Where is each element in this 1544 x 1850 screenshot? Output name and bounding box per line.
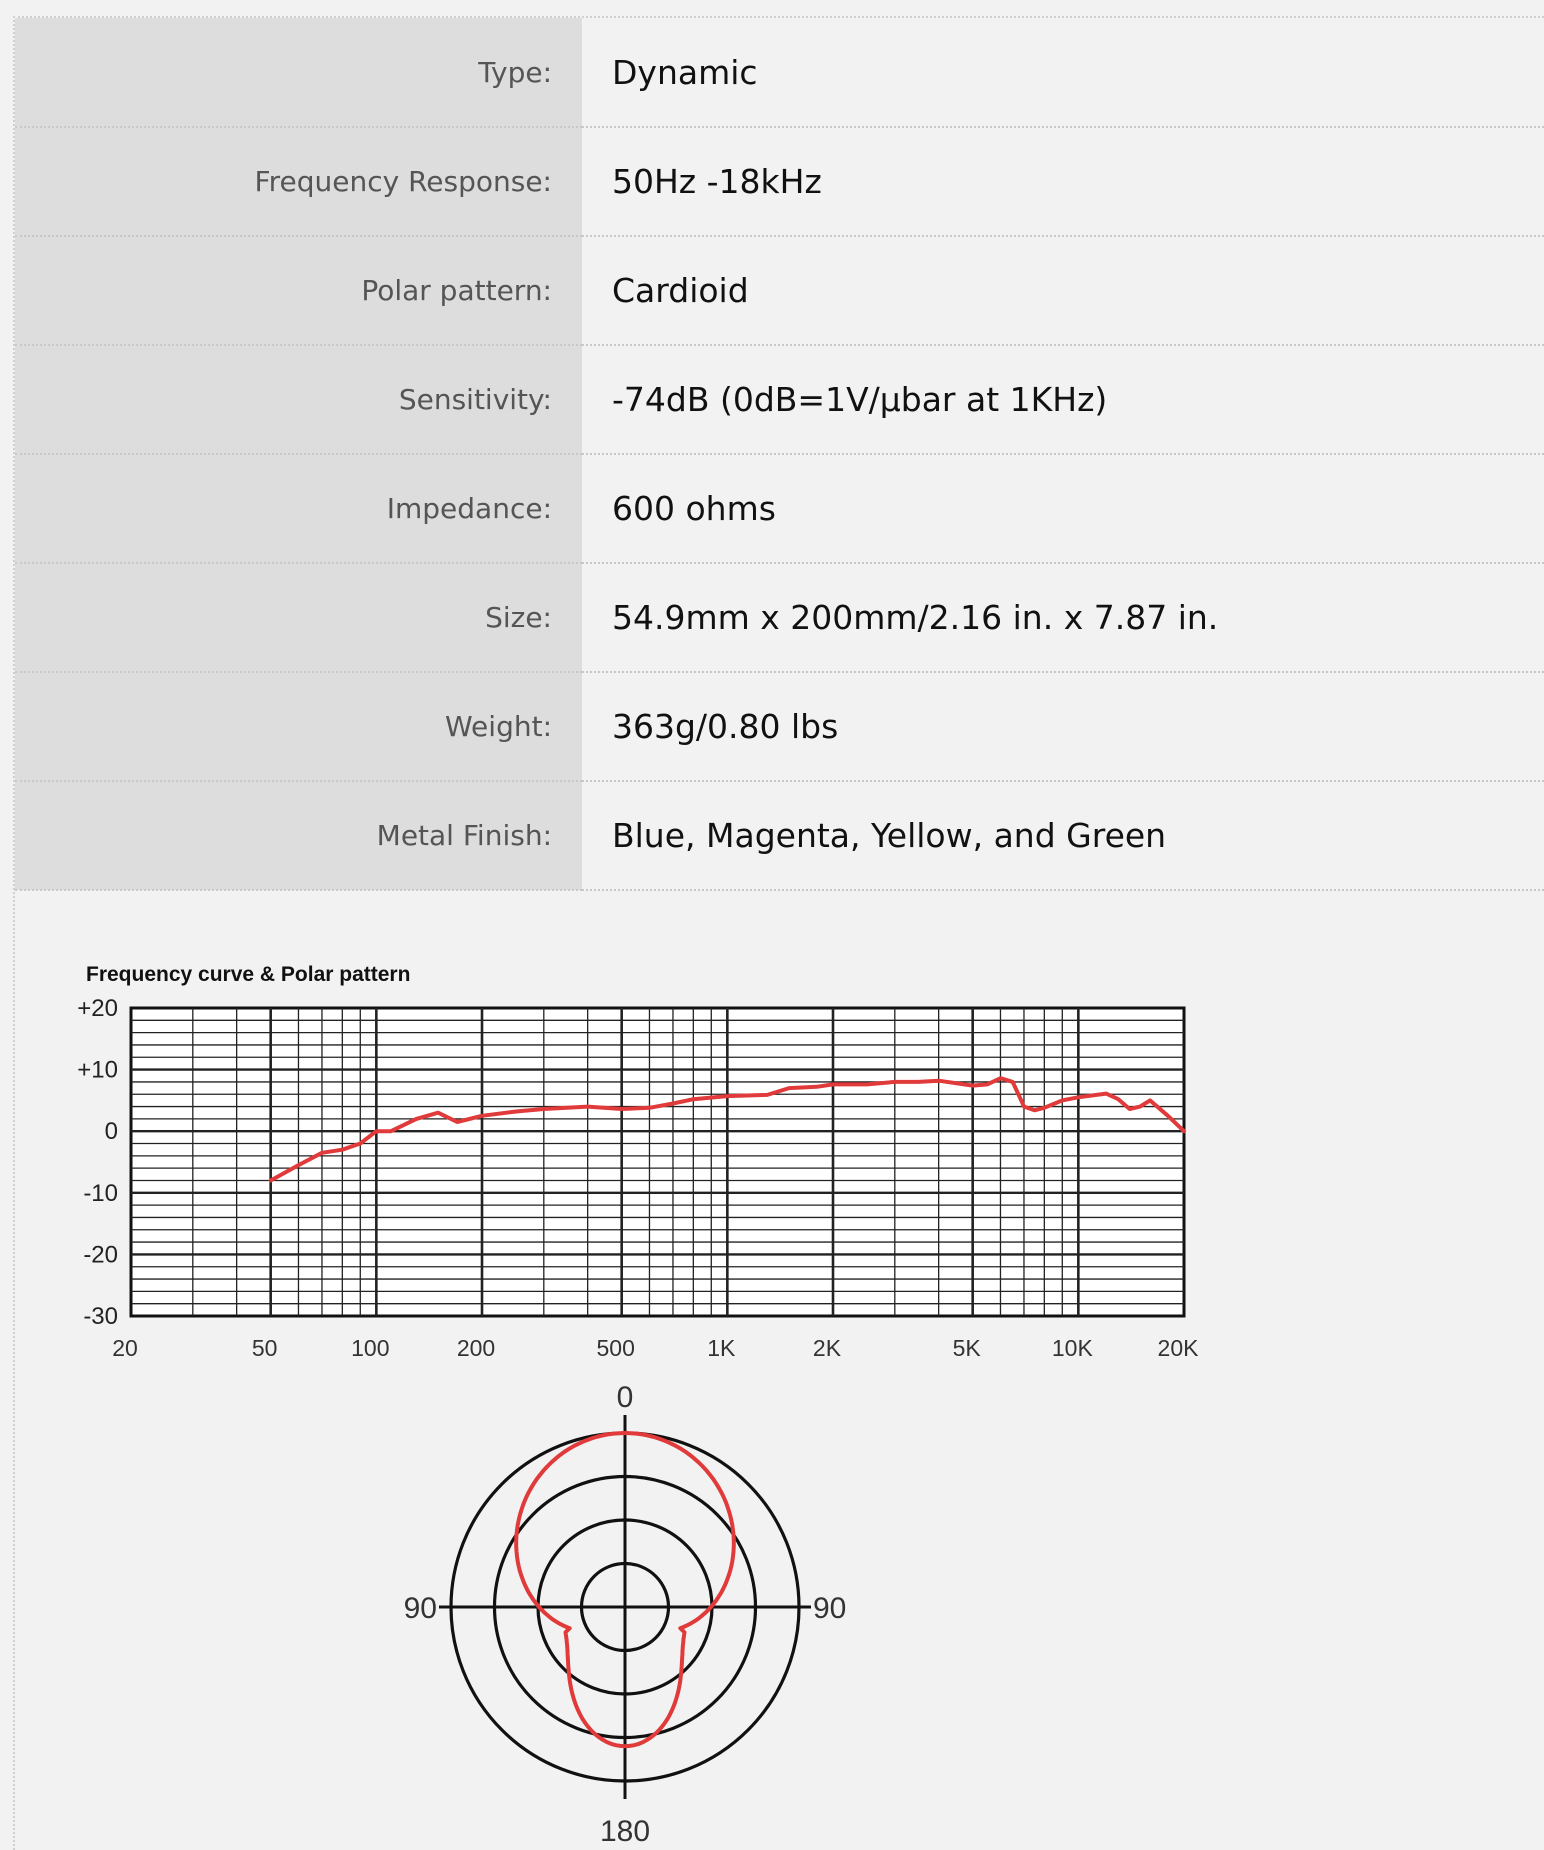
y-tick-label: 0	[104, 1118, 118, 1146]
x-tick-label: 20	[112, 1335, 138, 1361]
spec-value: -74dB (0dB=1V/μbar at 1KHz)	[582, 345, 1544, 454]
spec-label: Weight:	[15, 672, 582, 781]
x-tick-label: 5K	[952, 1335, 981, 1361]
y-tick-label: -10	[83, 1179, 118, 1207]
spec-value: 600 ohms	[582, 454, 1544, 563]
plot-frame	[131, 1008, 1184, 1316]
polar-angle-label: 90	[813, 1592, 847, 1625]
y-tick-label: +20	[77, 995, 118, 1022]
spec-label: Polar pattern:	[15, 236, 582, 345]
polar-angle-label: 180	[599, 1815, 651, 1848]
polar-angle-label: 0	[616, 1381, 634, 1414]
spec-label: Frequency Response:	[15, 127, 582, 236]
spec-value: Cardioid	[582, 236, 1544, 345]
spec-value: Blue, Magenta, Yellow, and Green	[582, 781, 1544, 890]
y-tick-label: +10	[77, 1056, 118, 1084]
frequency-grid	[131, 1008, 1184, 1316]
y-tick-label: -20	[83, 1241, 118, 1269]
spec-label: Sensitivity:	[15, 345, 582, 454]
spec-label: Impedance:	[15, 454, 582, 563]
x-tick-label: 20K	[1157, 1335, 1199, 1361]
spec-label: Metal Finish:	[15, 781, 582, 890]
x-tick-label: 50	[251, 1335, 278, 1361]
spec-value: 54.9mm x 200mm/2.16 in. x 7.87 in.	[582, 563, 1544, 672]
spec-label: Size:	[15, 563, 582, 672]
spec-label: Type:	[15, 18, 582, 127]
x-tick-label: 500	[596, 1335, 635, 1361]
spec-value: 363g/0.80 lbs	[582, 672, 1544, 781]
spec-value: Dynamic	[582, 18, 1544, 127]
x-tick-label: 1K	[707, 1335, 736, 1361]
spec-value: 50Hz -18kHz	[582, 127, 1544, 236]
chart-title: Frequency curve & Polar pattern	[86, 963, 411, 986]
x-tick-label: 200	[456, 1335, 496, 1361]
x-tick-label: 10K	[1051, 1335, 1093, 1361]
x-tick-label: 2K	[812, 1335, 842, 1361]
y-tick-label: -30	[83, 1303, 118, 1330]
polar-angle-label: 90	[403, 1592, 437, 1625]
polar-pattern-plot	[404, 1381, 847, 1848]
x-tick-label: 100	[351, 1335, 390, 1361]
